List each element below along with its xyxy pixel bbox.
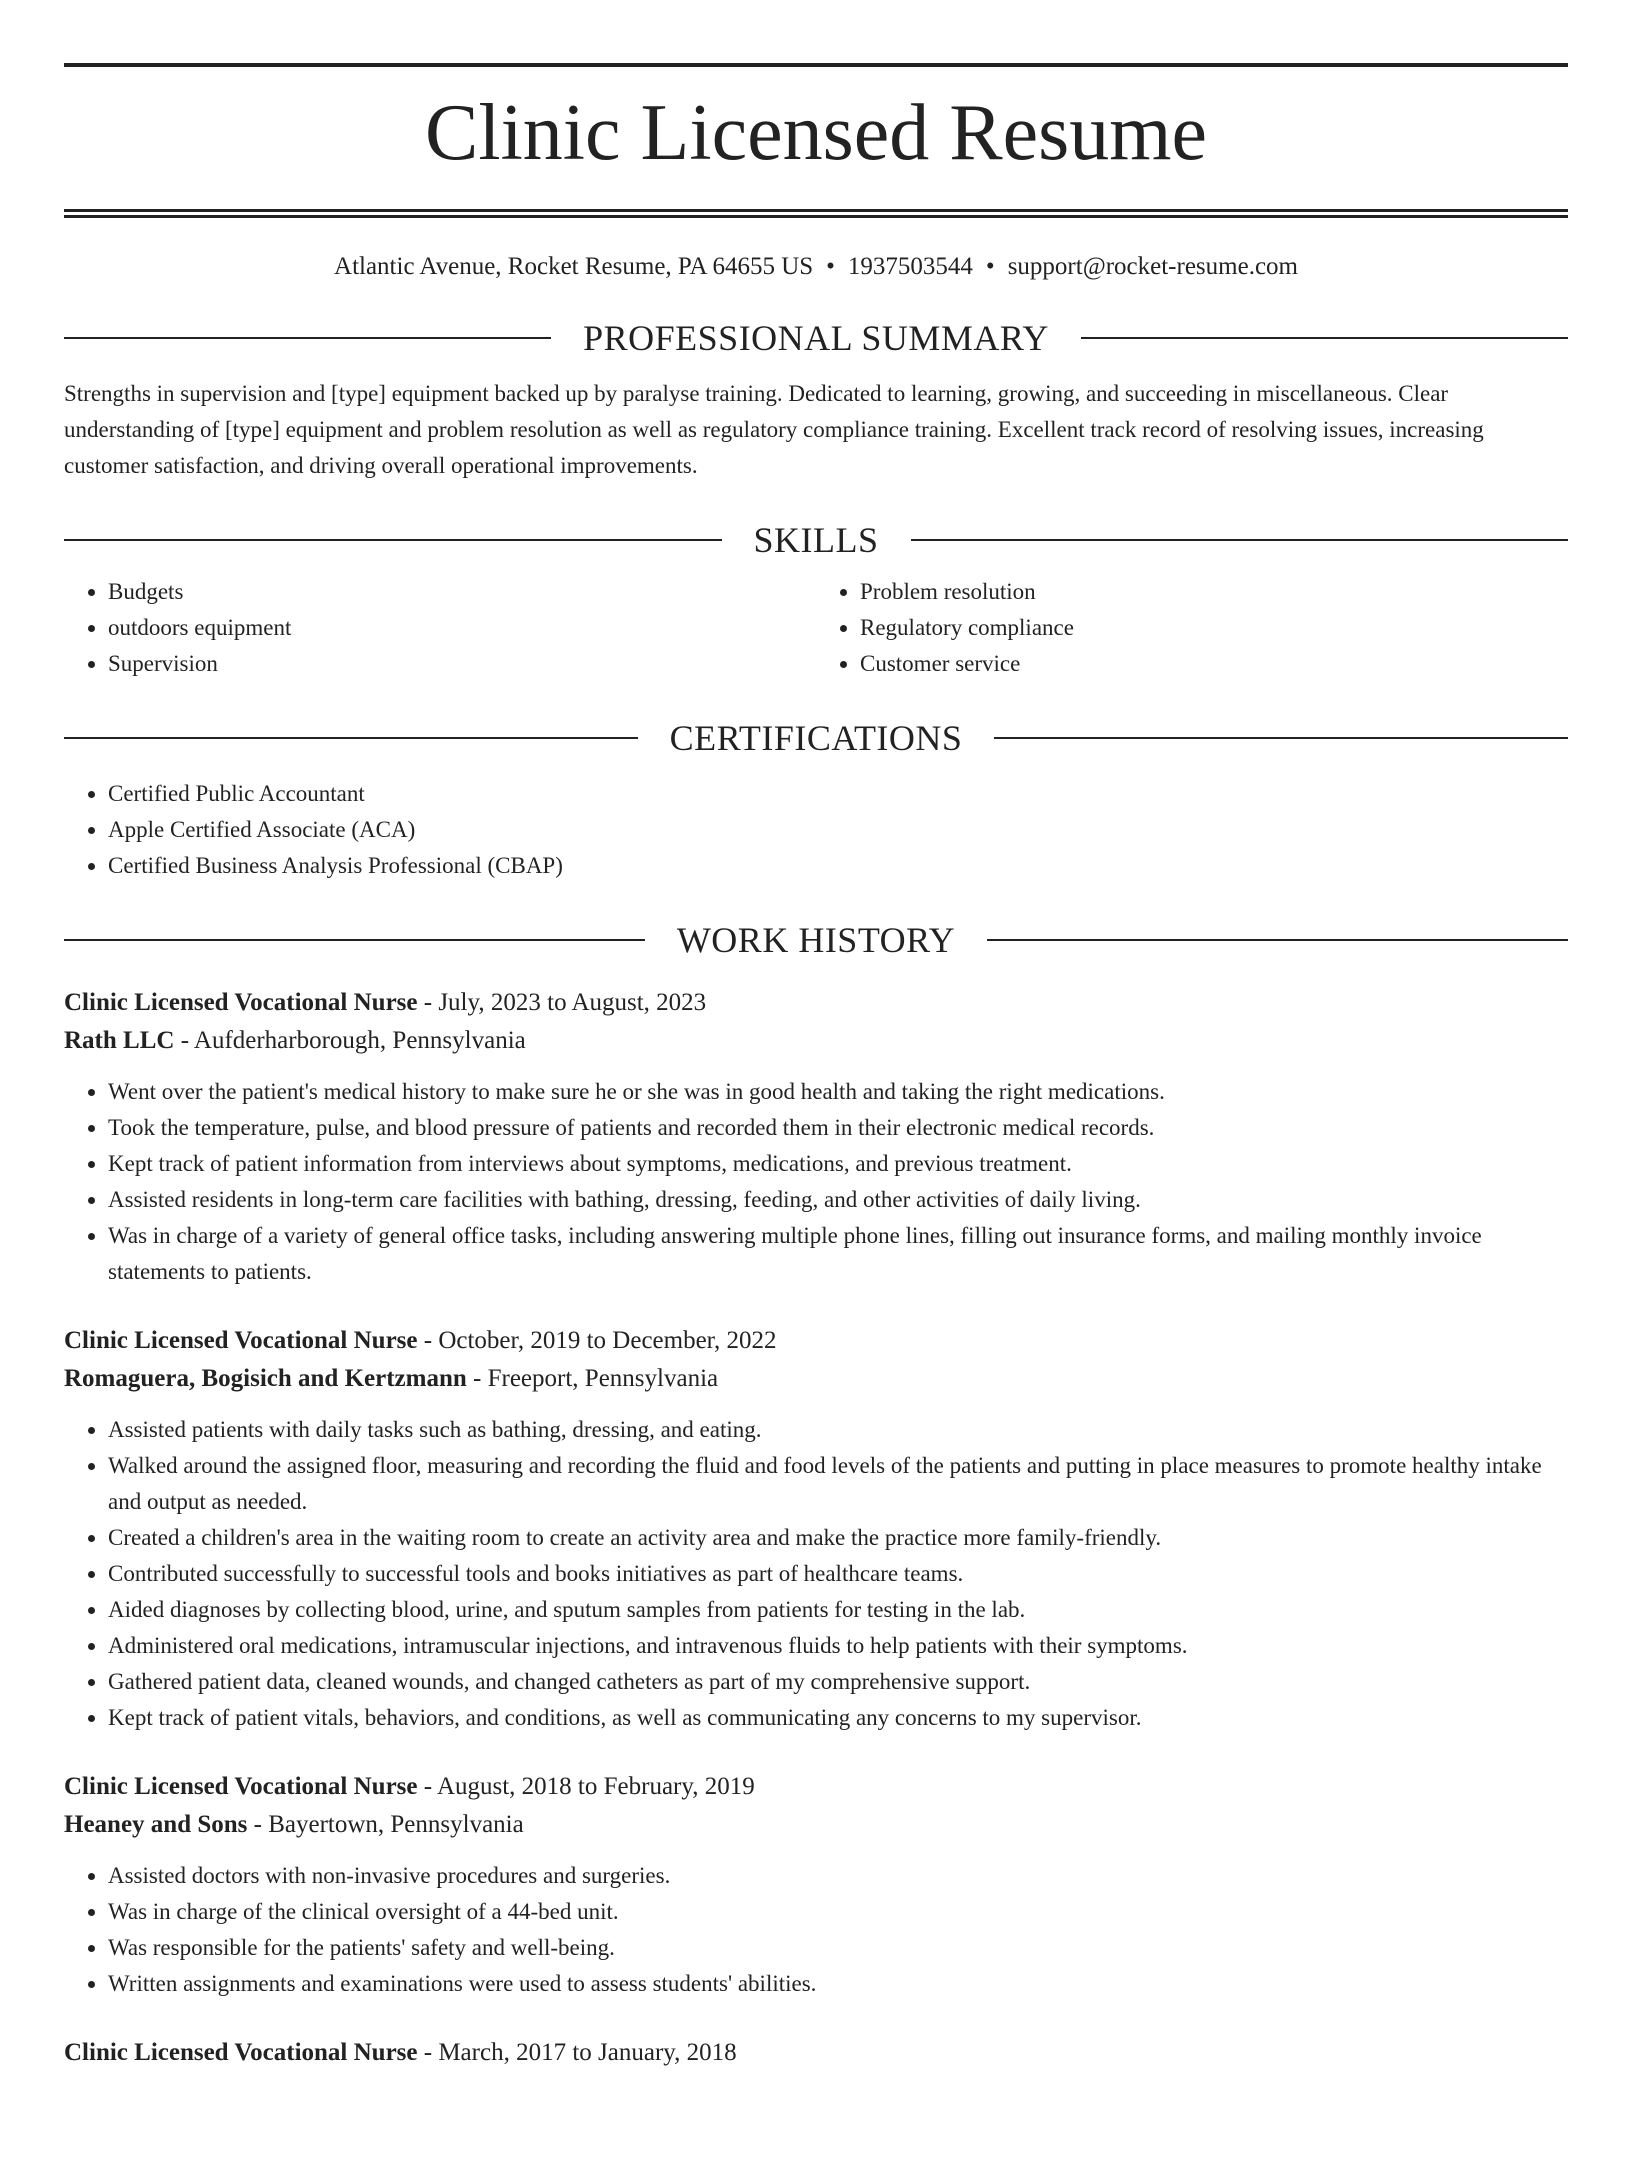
- job-location: - Freeport, Pennsylvania: [466, 1365, 719, 1392]
- certification-item: • Apple Certified Associate (ACA): [108, 812, 1568, 848]
- contact-line: [64, 252, 1568, 282]
- job-location: - Aufderharborough, Pennsylvania: [174, 1027, 526, 1054]
- job-title: Clinic Licensed Vocational Nurse: [64, 989, 418, 1016]
- heading-rule: [64, 737, 638, 739]
- job-title: Clinic Licensed Vocational Nurse: [64, 1327, 418, 1354]
- job-dates: - July, 2023 to August, 2023: [417, 989, 707, 1016]
- job-bullets: [64, 1858, 1568, 2002]
- job-bullet: • Took the temperature, pulse, and blood pressure of patients and recorded them in their electronic medical records.: [108, 1110, 1568, 1146]
- work-history-heading: [64, 918, 1568, 962]
- job-company-line: [64, 1360, 1568, 1398]
- skills-heading-label: SKILLS: [753, 520, 879, 560]
- heading-rule: [64, 939, 645, 941]
- certification-item: • Certified Public Accountant: [108, 776, 1568, 812]
- contact-address: Atlantic Avenue, Rocket Resume, PA 64655 US: [334, 253, 814, 280]
- job-bullet: • Was responsible for the patients' safety and well-being.: [108, 1930, 1568, 1966]
- heading-rule: [987, 939, 1568, 941]
- job-location: - Bayertown, Pennsylvania: [247, 1811, 524, 1838]
- skill-item: • Budgets: [108, 574, 816, 610]
- summary-text: Strengths in supervision and [type] equipment backed up by paralyse training. Dedicated to learning, growing, and succeeding in miscellaneous. Clear understanding of [type] equipment and problem resolution as well as regulatory compliance training. Excellent track record of resolving issues, increasing customer satisfaction, and driving overall operational improvements.: [64, 381, 1484, 478]
- summary-heading-label: PROFESSIONAL SUMMARY: [583, 318, 1049, 358]
- skills-list: [64, 574, 1568, 682]
- resume-page: [0, 63, 1632, 2175]
- job-bullet: • Written assignments and examinations were used to assess students' abilities.: [108, 1966, 1568, 2002]
- job-bullet: • Kept track of patient information from interviews about symptoms, medications, and previous treatment.: [108, 1146, 1568, 1182]
- contact-separator: •: [826, 253, 835, 280]
- skills-heading: [64, 518, 1568, 562]
- job-bullet: • Created a children's area in the waiting room to create an activity area and make the practice more family-friendly.: [108, 1520, 1568, 1556]
- job-entry: [64, 984, 1568, 1290]
- work-history-heading-label: WORK HISTORY: [676, 920, 956, 960]
- job-entry: [64, 1322, 1568, 1736]
- job-bullet: • Kept track of patient vitals, behaviors, and conditions, as well as communicating any concerns to my supervisor.: [108, 1700, 1568, 1736]
- job-title-line: [64, 1768, 1568, 1806]
- job-company-line: [64, 1022, 1568, 1060]
- job-dates: - October, 2019 to December, 2022: [417, 1327, 777, 1354]
- job-dates: - August, 2018 to February, 2019: [417, 1773, 755, 1800]
- heading-rule: [911, 539, 1569, 541]
- job-bullet: • Went over the patient's medical history to make sure he or she was in good health and taking the right medications.: [108, 1074, 1568, 1110]
- job-company-line: [64, 1806, 1568, 1844]
- job-company: Heaney and Sons: [64, 1811, 248, 1838]
- job-bullet: • Aided diagnoses by collecting blood, urine, and sputum samples from patients for testing in the lab.: [108, 1592, 1568, 1628]
- job-entry: [64, 1768, 1568, 2002]
- job-bullet: • Gathered patient data, cleaned wounds, and changed catheters as part of my comprehensive support.: [108, 1664, 1568, 1700]
- skill-item: • Regulatory compliance: [860, 610, 1568, 646]
- work-history-list: [64, 984, 1568, 2072]
- summary-heading: [64, 316, 1568, 360]
- page-title: Clinic Licensed Resume: [424, 89, 1208, 177]
- job-dates: - March, 2017 to January, 2018: [417, 2039, 737, 2066]
- job-bullets: [64, 1074, 1568, 1290]
- certifications-heading-label: CERTIFICATIONS: [669, 718, 963, 758]
- skill-item: • Customer service: [860, 646, 1568, 682]
- contact-email: support@rocket-resume.com: [1007, 253, 1298, 280]
- heading-rule: [994, 737, 1568, 739]
- job-bullet: • Assisted residents in long-term care facilities with bathing, dressing, feeding, and other activities of daily living.: [108, 1182, 1568, 1218]
- skill-item: • Problem resolution: [860, 574, 1568, 610]
- job-bullets: [64, 1412, 1568, 1736]
- certifications-heading: [64, 716, 1568, 760]
- heading-rule: [64, 337, 551, 339]
- skills-column-left: [64, 574, 816, 682]
- title-double-rule: [64, 209, 1568, 218]
- top-rule: [64, 63, 1568, 67]
- job-title-line: [64, 984, 1568, 1022]
- job-title: Clinic Licensed Vocational Nurse: [64, 2039, 418, 2066]
- job-bullet: • Was in charge of the clinical oversight of a 44-bed unit.: [108, 1894, 1568, 1930]
- job-title: Clinic Licensed Vocational Nurse: [64, 1773, 418, 1800]
- job-bullet: • Contributed successfully to successful tools and books initiatives as part of healthcare teams.: [108, 1556, 1568, 1592]
- skill-item: • Supervision: [108, 646, 816, 682]
- job-bullet: • Was in charge of a variety of general office tasks, including answering multiple phone lines, filling out insurance forms, and mailing monthly invoice statements to patients.: [108, 1218, 1568, 1290]
- heading-rule: [1081, 337, 1568, 339]
- job-title-line: [64, 2034, 1568, 2072]
- job-bullet: • Administered oral medications, intramuscular injections, and intravenous fluids to help patients with their symptoms.: [108, 1628, 1568, 1664]
- job-bullet: • Assisted doctors with non-invasive procedures and surgeries.: [108, 1858, 1568, 1894]
- skill-item: • outdoors equipment: [108, 610, 816, 646]
- job-bullet: • Assisted patients with daily tasks such as bathing, dressing, and eating.: [108, 1412, 1568, 1448]
- job-title-line: [64, 1322, 1568, 1360]
- heading-rule: [64, 539, 722, 541]
- job-bullet: • Walked around the assigned floor, measuring and recording the fluid and food levels of the patients and putting in place measures to promote healthy intake and output as needed.: [108, 1448, 1568, 1520]
- job-company: Romaguera, Bogisich and Kertzmann: [64, 1365, 467, 1392]
- certification-item: • Certified Business Analysis Professional (CBAP): [108, 848, 1568, 884]
- contact-phone: 1937503544: [847, 253, 973, 280]
- certifications-list: [64, 776, 1568, 884]
- job-entry: [64, 2034, 1568, 2072]
- contact-separator: •: [985, 253, 995, 280]
- skills-column-right: [816, 574, 1568, 682]
- job-company: Rath LLC: [64, 1027, 175, 1054]
